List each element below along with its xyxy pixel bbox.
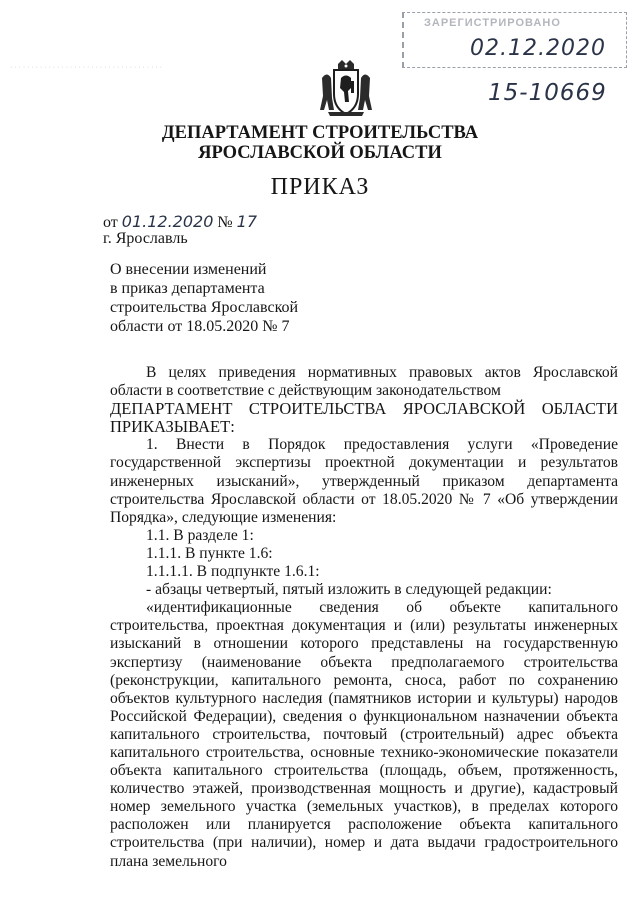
department-title-line-1: ДЕПАРТАМЕНТ СТРОИТЕЛЬСТВА — [161, 123, 479, 143]
clause-1-1-1-paragraph: 1.1.1. В пункте 1.6: — [146, 544, 273, 562]
document-type-title: ПРИКАЗ — [270, 174, 370, 200]
instruction-paragraph: - абзацы четвертый, пятый изложить в следующей редакции: — [146, 581, 552, 599]
preamble-paragraph: В целях приведения нормативных правовых актов Ярославской области в соответствие с действующим законодательством — [110, 364, 618, 400]
order-number: 17 — [236, 212, 258, 231]
subject-line: области от 18.05.2020 № 7 — [110, 318, 290, 335]
subject-line: О внесении изменений — [110, 261, 267, 278]
city-name: г. Ярославль — [103, 230, 188, 247]
stamp-number: 15-10669 — [488, 80, 607, 106]
order-date-line — [103, 212, 257, 232]
number-sign: № — [217, 214, 233, 231]
stamp-faint-text: · · · · · · · · · · · · · · · · · · · · · · · · · · · · · · · · · · · · — [10, 64, 162, 71]
order-subject — [110, 260, 350, 336]
department-title-line-2: ЯРОСЛАВСКОЙ ОБЛАСТИ — [198, 143, 442, 163]
clause-1-paragraph: 1. Внести в Порядок предоставления услуги «Проведение государственной экспертизы проектной документации и результатов инженерных изысканий», утвержденный приказом департамента строительства Ярославской области от 18.05.2020 № 7 «Об утверждении Порядка», следующие изменения: — [110, 436, 618, 526]
order-body — [110, 364, 618, 871]
date-prefix: от — [103, 214, 118, 231]
coat-of-arms-emblem — [318, 58, 374, 120]
stamp-header: ЗАРЕГИСТРИРОВАНО — [424, 17, 561, 29]
order-date: 01.12.2020 — [121, 212, 214, 231]
clause-1-1-paragraph: 1.1. В разделе 1: — [146, 526, 254, 544]
ordering-clause: ДЕПАРТАМЕНТ СТРОИТЕЛЬСТВА ЯРОСЛАВСКОЙ ОБЛАСТИ ПРИКАЗЫВАЕТ: — [110, 399, 618, 437]
amended-text-paragraph: «идентификационные сведения об объекте капитального строительства, проектная документация и (или) результаты инженерных изысканий в отношении которого представлены на государственную экспертизу (наименование объекта предполагаемого строительства (реконструкции, капитального ремонта, сноса, работ по сохранению объектов культурного наследия (памятников истории и культуры) народов Российской Федерации), сведения о функциональном назначении объекта капитального строительства, почтовый (строительный) адрес объекта капитального строительства, основные технико-экономические показатели объекта капитального строительства (площадь, объем, протяженность, количество этажей, производственная мощность и другие), кадастровый номер земельного участка (земельных участков), в пределах которого расположен или планируется расположение объекта капитального строительства (при наличии), номер и дата выдачи градостроительного плана земельного — [110, 599, 618, 870]
clause-1-1-1-1-paragraph: 1.1.1.1. В подпункте 1.6.1: — [146, 563, 320, 581]
subject-line: строительства Ярославской — [110, 299, 299, 316]
subject-line: в приказ департамента — [110, 280, 265, 297]
stamp-date: 02.12.2020 — [470, 36, 606, 61]
